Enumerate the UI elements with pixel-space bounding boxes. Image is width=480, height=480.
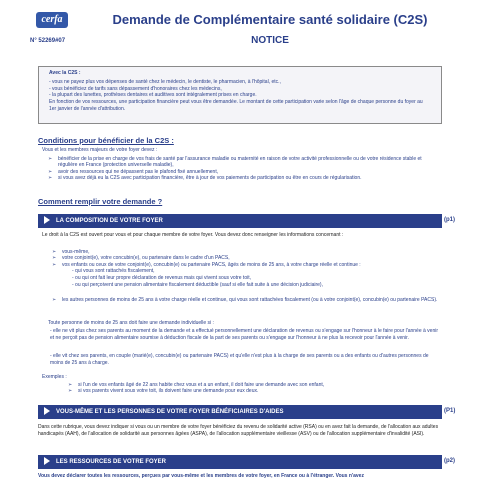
list-item: ➢ si vos parents vivent sous votre toit, ils doivent faire une demande pour eux deux. bbox=[68, 388, 259, 395]
section-bar-foyer: LA COMPOSITION DE VOTRE FOYER bbox=[38, 214, 442, 228]
examples-list bbox=[68, 382, 438, 395]
list-item: ➢ avoir des ressources qui ne dépassent pas le plafond fixé annuellement, bbox=[48, 168, 219, 175]
page-subtitle: NOTICE bbox=[251, 35, 289, 46]
section-bar-ressources: LES RESSOURCES DE VOTRE FOYER bbox=[38, 455, 442, 469]
page-title: Demande de Complémentaire santé solidaire (C2S) bbox=[112, 12, 428, 27]
conditions-list bbox=[48, 156, 440, 181]
list-item: ➢ vos enfants ou ceux de votre conjoint(e), concubin(e) ou partenaire PACS, âgés de moins de 25 ans, à votre charge réelle et continue : bbox=[52, 261, 361, 268]
list-item: ➢ si l'un de vos enfants âgé de 22 ans habite chez vous et a un enfant, il doit faire une demande avec son enfant, bbox=[68, 382, 325, 388]
under25-item: - elle vit chez ses parents, en couple (marié(e), concubin(e) ou partenaire PACS) et qu'elle n'est plus à la charge de ses parents ou a des enfants ou d'autres personnes de moins de 25 ans à charge. bbox=[50, 353, 429, 366]
sub-item: - ou qui ont fait leur propre déclaration de revenus mais qui vivent sous votre toit, bbox=[72, 275, 251, 281]
section1-intro: Le droit à la C2S est ouvert pour vous et pour chaque membre de votre foyer. Vous devez donc renseigner les informations concernant : bbox=[42, 232, 344, 238]
arrow-bullet-icon: ➢ bbox=[48, 168, 53, 175]
page-ref: (p2) bbox=[444, 458, 455, 464]
list-item: ➢ les autres personnes de moins de 25 ans à votre charge réelle et continue, qui vous sont rattachées fiscalement (ou à votre conjoint(e), concubin(e) ou partenaire PACS). bbox=[52, 297, 438, 303]
list-item: ➢ vous-même, bbox=[52, 249, 90, 255]
page-ref: (p1) bbox=[444, 217, 455, 223]
conditions-heading: Conditions pour bénéficier de la C2S : bbox=[38, 136, 174, 145]
fill-heading: Comment remplir votre demande ? bbox=[38, 197, 163, 206]
intro-line: - la plupart des lunettes, prothèses dentaires et auditives sont intégralement prises en charge. bbox=[49, 92, 257, 99]
intro-line: - vous ne payez plus vos dépenses de santé chez le médecin, le dentiste, le pharmacien, à l'hôpital, etc., bbox=[49, 78, 281, 85]
list-item: ➢ bénéficier de la prise en charge de vos frais de santé par l'assurance maladie ou maternité en raison de votre activité professionnelle ou de votre résidence stable et régulière en France (protection universelle maladie), bbox=[48, 156, 422, 169]
section1-list bbox=[52, 249, 440, 268]
conditions-intro: Vous et les membres majeurs de votre foyer devez : bbox=[42, 147, 158, 153]
under25-item: - elle ne vit plus chez ses parents au moment de la demande et a effectué personnellement une déclaration de revenus ou s'engage sur l'honneur à le faire pour l'année à venir et ne perçoit pas de pension alimentaire soumise à déduction fiscale de la part de ses parents ou s'engage sur l'honneur à ne plus la recevoir pour l'année à venir. bbox=[50, 328, 439, 341]
sub-item: - ou qui perçoivent une pension alimentaire fiscalement déductible (sauf si elle fait suite à une décision judiciaire), bbox=[72, 282, 323, 288]
arrow-bullet-icon: ➢ bbox=[48, 174, 53, 181]
intro-closing: En fonction de vos ressources, une participation financière peut vous être demandée. Le montant de cette participation varie selon l'âge de chaque personne du foyer au 1er janvier de l'année d'attribution. bbox=[49, 99, 423, 112]
arrow-bullet-icon: ➢ bbox=[52, 255, 57, 262]
cerfa-logo: cerfa bbox=[36, 12, 68, 28]
triangle-icon bbox=[44, 216, 50, 224]
arrow-bullet-icon: ➢ bbox=[52, 261, 57, 268]
section3-text: Vous devez déclarer toutes les ressources, perçues par vous-même et les membres de votre foyer, en France ou à l'étranger. Vous n'avez bbox=[38, 473, 364, 479]
arrow-bullet-icon: ➢ bbox=[52, 297, 57, 303]
intro-line: - vous bénéficiez de tarifs sans dépassement d'honoraires chez les médecins, bbox=[49, 85, 222, 92]
list-item: ➢ si vous avez déjà eu la C2S avec participation financière, être à jour de vos paiements de participation ou être en cours de régularisation. bbox=[48, 174, 362, 181]
section1-list-2 bbox=[52, 297, 440, 303]
arrow-bullet-icon: ➢ bbox=[52, 249, 57, 255]
intro-heading: Avec la C2S : bbox=[49, 70, 81, 76]
sub-item: - qui vous sont rattachés fiscalement, bbox=[72, 268, 155, 274]
examples-label: Exemples : bbox=[42, 374, 67, 380]
arrow-bullet-icon: ➢ bbox=[68, 382, 73, 388]
triangle-icon bbox=[44, 407, 50, 415]
arrow-bullet-icon: ➢ bbox=[68, 388, 73, 395]
list-item: ➢ votre conjoint(e), votre concubin(e), ou partenaire dans le cadre d'un PACS, bbox=[52, 255, 230, 262]
section2-text: Dans cette rubrique, vous devez indiquer si vous ou un membre de votre foyer bénéficiez du revenu de solidarité active (RSA) ou en avez fait la demande, de l'allocation aux adultes handicapés (AAH), de l'allocation de solidarité aux personnes âgées (ASPA), de l'allocation supplémentaire vieillesse (ASV) ou de l'allocation supplémentaire d'invalidité (ASI). bbox=[38, 424, 439, 437]
intro-box bbox=[38, 66, 442, 124]
arrow-bullet-icon: ➢ bbox=[48, 156, 53, 162]
triangle-icon bbox=[44, 457, 50, 465]
page-ref: (P1) bbox=[444, 408, 456, 414]
section-bar-aides: VOUS-MÊME ET LES PERSONNES DE VOTRE FOYER BÉNÉFICIAIRES D'AIDES bbox=[38, 405, 442, 419]
under25-intro: Toute personne de moins de 25 ans doit faire une demande individuelle si : bbox=[48, 320, 214, 326]
document-number: N° 52269#07 bbox=[30, 38, 66, 44]
